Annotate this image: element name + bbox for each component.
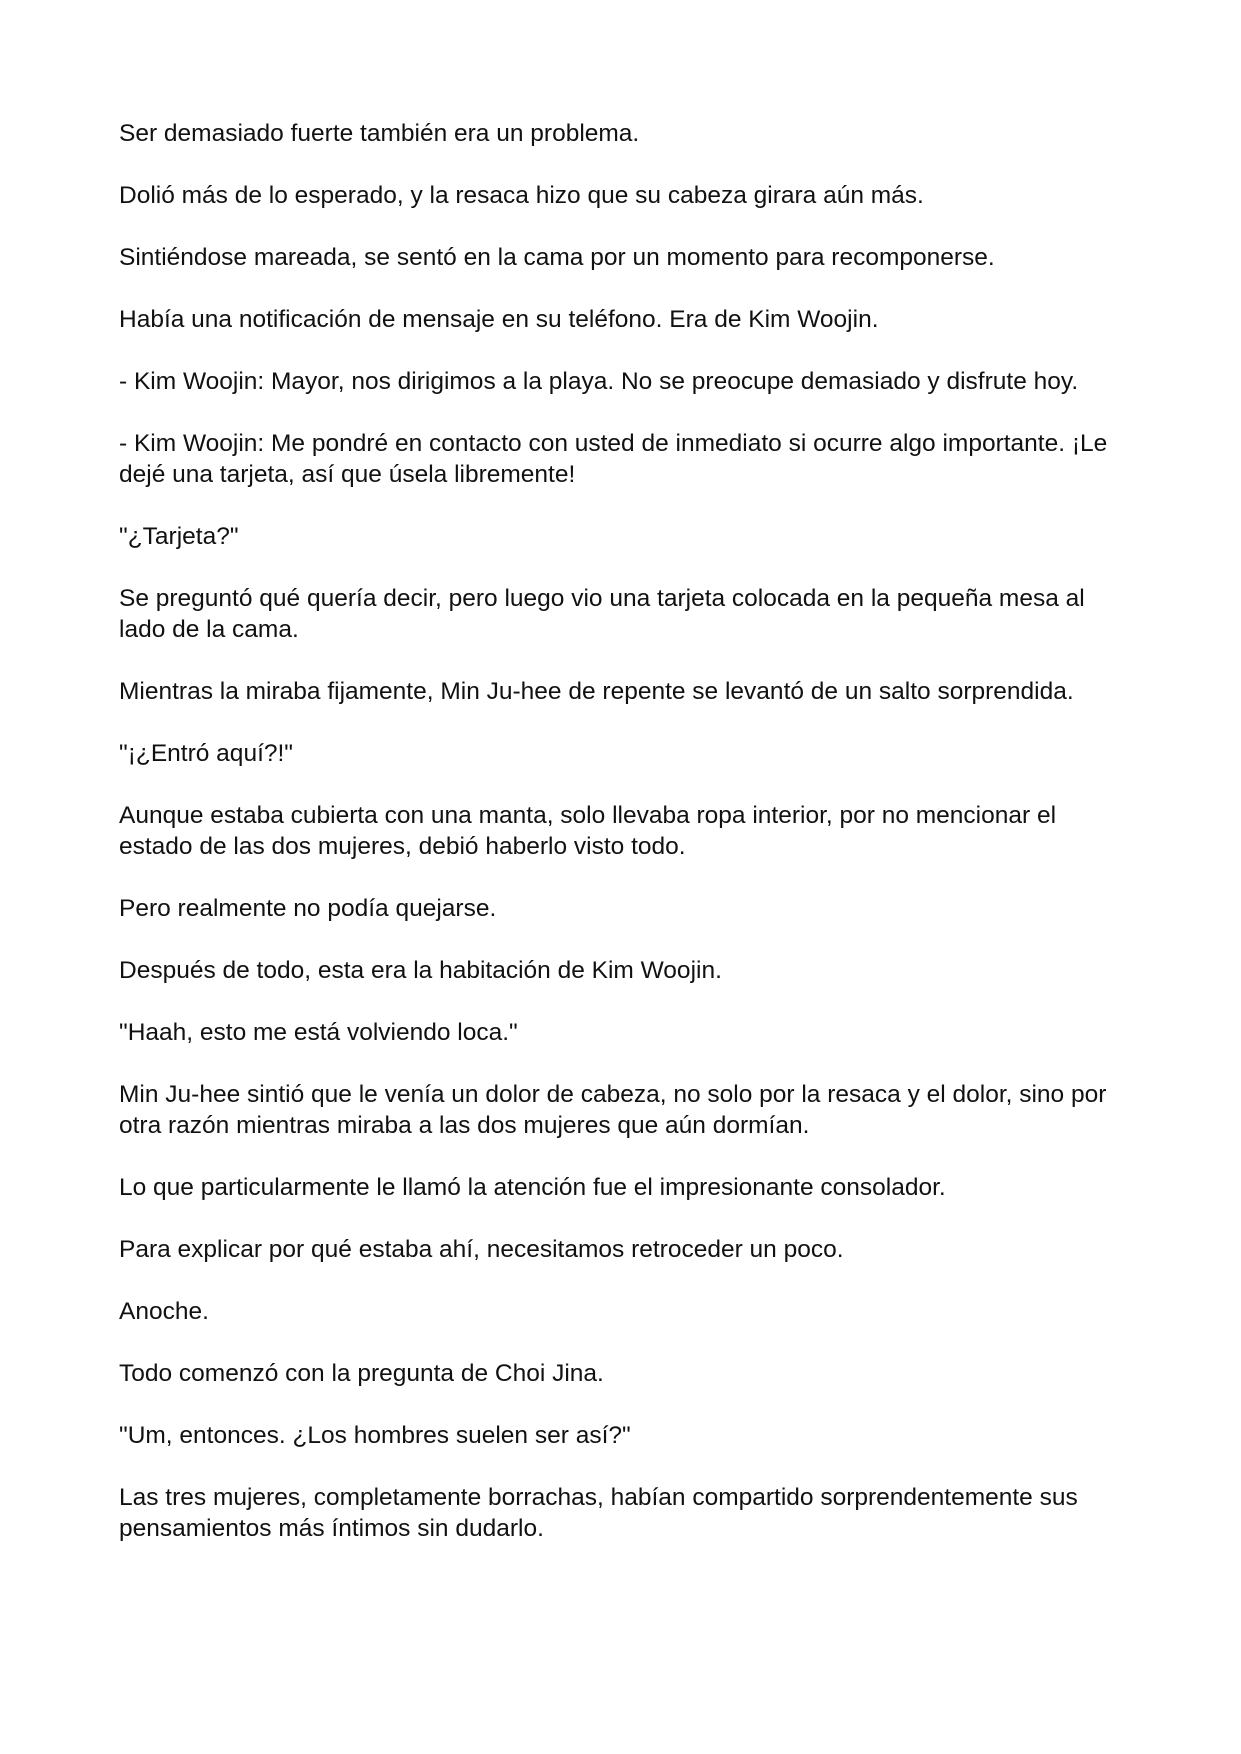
paragraph: Anoche. [119,1298,209,1325]
paragraph: Dolió más de lo esperado, y la resaca hizo que su cabeza girara aún más. [119,182,924,209]
paragraph: Aunque estaba cubierta con una manta, solo llevaba ropa interior, por no mencionar el estado de las dos mujeres, debió haberlo visto todo. [119,802,1057,860]
paragraph: Sintiéndose mareada, se sentó en la cama por un momento para recomponerse. [119,244,995,271]
paragraph: Para explicar por qué estaba ahí, necesitamos retroceder un poco. [119,1236,844,1263]
paragraph: Había una notificación de mensaje en su teléfono. Era de Kim Woojin. [119,306,879,333]
paragraph: Todo comenzó con la pregunta de Choi Jina. [119,1360,604,1387]
paragraph: Las tres mujeres, completamente borrachas, habían compartido sorprendentemente sus pensamientos más íntimos sin dudarlo. [119,1484,1078,1542]
paragraph: Mientras la miraba fijamente, Min Ju-hee de repente se levantó de un salto sorprendida. [119,678,1074,705]
paragraph: Pero realmente no podía quejarse. [119,895,497,922]
paragraph: Se preguntó qué quería decir, pero luego vio una tarjeta colocada en la pequeña mesa al lado de la cama. [119,585,1085,643]
paragraph: - Kim Woojin: Mayor, nos dirigimos a la playa. No se preocupe demasiado y disfrute hoy. [119,368,1079,395]
document-body [119,118,1129,1575]
paragraph: "¿Tarjeta?" [119,523,239,550]
paragraph: - Kim Woojin: Me pondré en contacto con usted de inmediato si ocurre algo importante. ¡Le dejé una tarjeta, así que úsela libremente! [119,430,1108,488]
paragraph: "Haah, esto me está volviendo loca." [119,1019,518,1046]
paragraph: Ser demasiado fuerte también era un problema. [119,120,640,147]
paragraph: "Um, entonces. ¿Los hombres suelen ser así?" [119,1422,631,1449]
paragraph: Min Ju-hee sintió que le venía un dolor de cabeza, no solo por la resaca y el dolor, sino por otra razón mientras miraba a las dos mujeres que aún dormían. [119,1081,1107,1139]
paragraph: "¡¿Entró aquí?!" [119,740,294,767]
paragraph: Lo que particularmente le llamó la atención fue el impresionante consolador. [119,1174,946,1201]
paragraph: Después de todo, esta era la habitación de Kim Woojin. [119,957,722,984]
